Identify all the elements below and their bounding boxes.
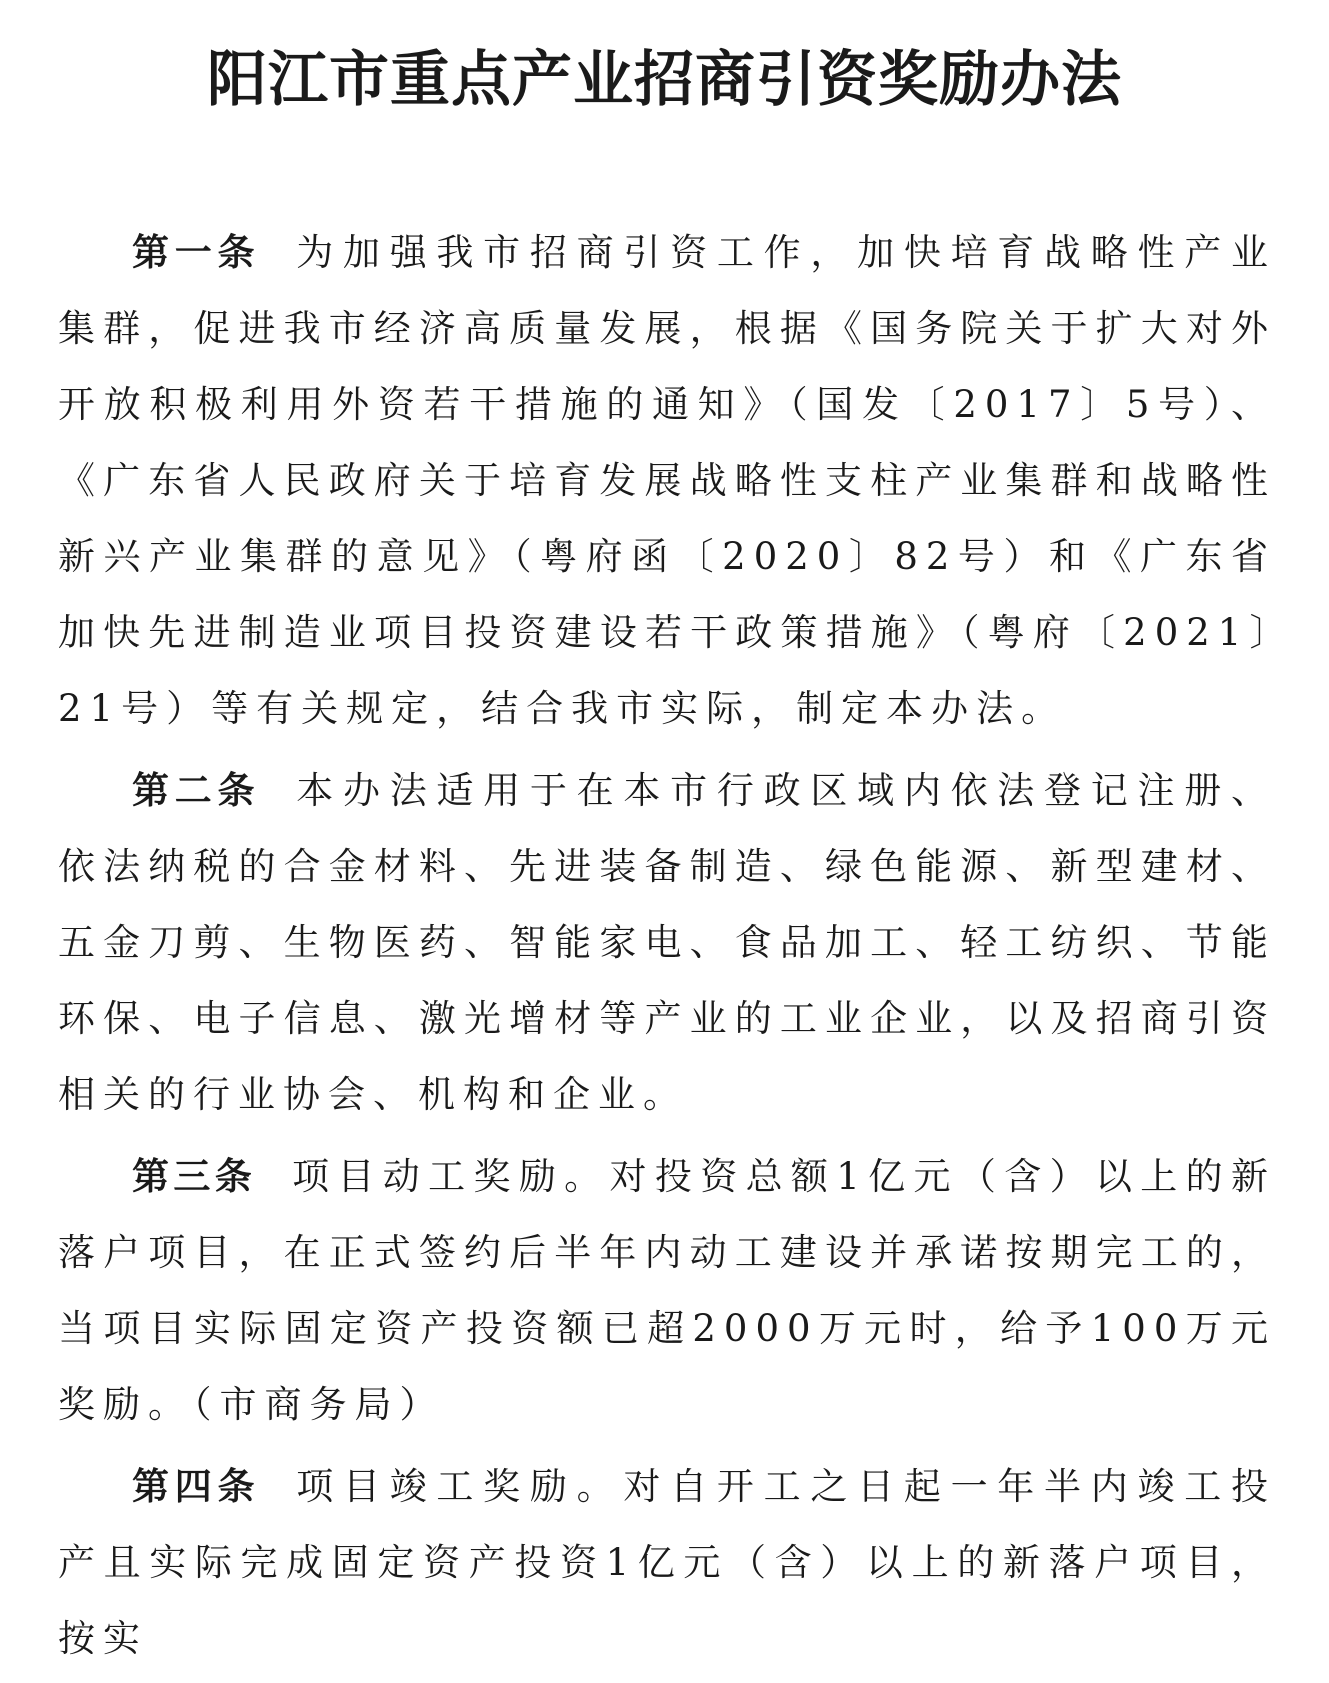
article-2 <box>58 753 1276 1133</box>
article-label: 第一条 <box>132 231 261 274</box>
document-body <box>58 215 1276 1683</box>
article-text: 项目竣工奖励。对自开工之日起一年半内竣工投产且实际完成固定资产投资1亿元（含）以上的新落户项目，按实 <box>58 1465 1277 1660</box>
document-title: 阳江市重点产业招商引资奖励办法 <box>207 45 1122 115</box>
article-label: 第二条 <box>132 769 261 812</box>
article-3 <box>58 1139 1276 1443</box>
article-label: 第三条 <box>132 1155 257 1198</box>
article-1 <box>58 215 1276 747</box>
article-4 <box>58 1449 1276 1677</box>
article-text: 项目动工奖励。对投资总额1亿元（含）以上的新落户项目，在正式签约后半年内动工建设并承诺按期完工的，当项目实际固定资产投资额已超2000万元时，给予100万元奖励。（市商务局） <box>58 1155 1276 1426</box>
article-text: 本办法适用于在本市行政区域内依法登记注册、依法纳税的合金材料、先进装备制造、绿色能源、新型建材、五金刀剪、生物医药、智能家电、食品加工、轻工纺织、节能环保、电子信息、激光增材等产业的工业企业，以及招商引资相关的行业协会、机构和企业。 <box>58 769 1277 1116</box>
article-label: 第四条 <box>132 1465 261 1508</box>
article-text: 为加强我市招商引资工作，加快培育战略性产业集群，促进我市经济高质量发展，根据《国务院关于扩大对外开放积极利用外资若干措施的通知》（国发〔2017〕5号）、《广东省人民政府关于培育发展战略性支柱产业集群和战略性新兴产业集群的意见》（粤府函〔2020〕82号）和《广东省加快先进制造业项目投资建设若干政策措施》（粤府〔2021〕21号）等有关规定，结合我市实际，制定本办法。 <box>58 231 1277 730</box>
